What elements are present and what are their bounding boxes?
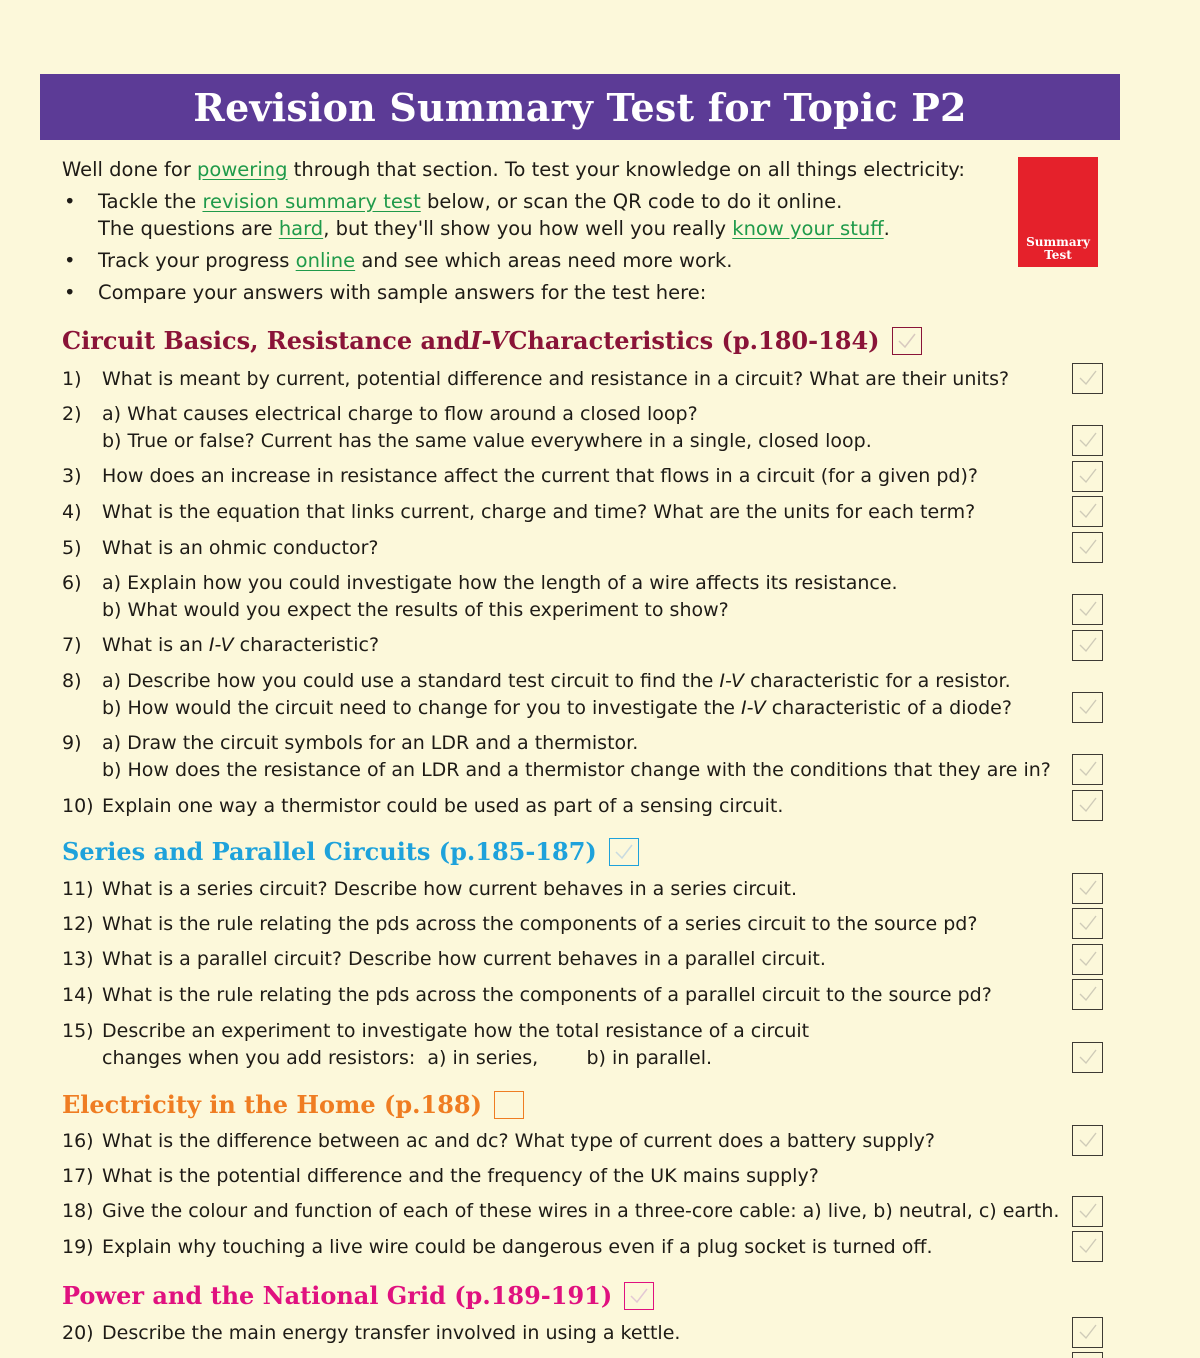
tick-icon <box>1077 697 1099 717</box>
question-1-checkbox[interactable] <box>1072 363 1103 394</box>
tick-icon <box>628 1286 650 1306</box>
tick-icon <box>1077 984 1099 1004</box>
question-14-checkbox[interactable] <box>1072 979 1103 1010</box>
question-3: 3) How does an increase in resistance affect the current that flows in a circuit (for a given pd)? <box>62 465 978 487</box>
link-know-your-stuff[interactable]: know your stuff <box>732 217 884 240</box>
bullet-icon: • <box>64 190 76 213</box>
tick-icon <box>1077 599 1099 619</box>
tick-icon <box>1077 501 1099 521</box>
question-2: 2) a) What causes electrical charge to flow around a closed loop? b) True or false? Current has the same value everywhere in a single, closed loop. <box>62 403 872 452</box>
question-7: 7) What is an I-V characteristic? <box>62 634 380 656</box>
question-8: 8) a) Describe how you could use a standard test circuit to find the I-V characteristic for a resistor. b) How would the circuit need to change for you to investigate the I-V characteristic of a diode? <box>62 670 1012 719</box>
section-checkbox[interactable] <box>892 327 922 355</box>
question-12: 12) What is the rule relating the pds across the components of a series circuit to the source pd? <box>62 913 978 935</box>
question-19-checkbox[interactable] <box>1072 1231 1103 1262</box>
section-checkbox[interactable] <box>494 1091 524 1119</box>
intro-text <box>62 156 1002 311</box>
summary-test-qr-badge[interactable] <box>1018 157 1098 267</box>
question-20-checkbox[interactable] <box>1072 1317 1103 1348</box>
tick-icon <box>1077 949 1099 969</box>
title-banner <box>40 74 1120 140</box>
tick-icon <box>1077 635 1099 655</box>
qr-badge-label-1: Summary <box>1026 235 1090 249</box>
qr-badge-label-2: Test <box>1044 248 1072 262</box>
tick-icon <box>1077 466 1099 486</box>
link-powering[interactable]: powering <box>197 158 288 181</box>
section-checkbox[interactable] <box>624 1282 654 1310</box>
question-3-checkbox[interactable] <box>1072 461 1103 492</box>
bullet-icon: • <box>64 249 76 272</box>
question-10-checkbox[interactable] <box>1072 790 1103 821</box>
question-9: 9) a) Draw the circuit symbols for an LDR and a thermistor. b) How does the resistance of an LDR and a thermistor change with the conditions that they are in? <box>62 732 1051 781</box>
question-4-checkbox[interactable] <box>1072 496 1103 527</box>
question-1: 1) What is meant by current, potential difference and resistance in a circuit? What are their units? <box>62 368 1010 390</box>
question-15: 15) Describe an experiment to investigate how the total resistance of a circuit changes when you add resistors: a) in series, b) in parallel. <box>62 1020 810 1069</box>
question-21-checkbox[interactable] <box>1072 1352 1103 1358</box>
question-17: 17) What is the potential difference and the frequency of the UK mains supply? <box>62 1165 819 1187</box>
link-online[interactable]: online <box>295 249 356 272</box>
question-12-checkbox[interactable] <box>1072 908 1103 939</box>
question-2-checkbox[interactable] <box>1072 425 1103 456</box>
question-13: 13) What is a parallel circuit? Describe how current behaves in a parallel circuit. <box>62 948 826 970</box>
question-5-checkbox[interactable] <box>1072 532 1103 563</box>
section-title-circuit-basics: Circuit Basics, Resistance and I-V Characteristics (p.180-184) <box>62 326 922 355</box>
question-6: 6) a) Explain how you could investigate how the length of a wire affects its resistance. b) What would you expect the results of this experiment to show? <box>62 572 898 621</box>
tick-icon <box>1077 1201 1099 1221</box>
intro-lead: Well done for powering through that section. To test your knowledge on all things electricity: <box>62 158 965 181</box>
question-7-checkbox[interactable] <box>1072 630 1103 661</box>
question-8-checkbox[interactable] <box>1072 692 1103 723</box>
tick-icon <box>1077 759 1099 779</box>
section-title-power-national-grid: Power and the National Grid (p.189-191) <box>62 1281 654 1310</box>
question-11: 11) What is a series circuit? Describe how current behaves in a series circuit. <box>62 878 798 900</box>
page-title: Revision Summary Test for Topic P2 <box>193 84 967 130</box>
tick-icon <box>1077 537 1099 557</box>
question-11-checkbox[interactable] <box>1072 873 1103 904</box>
link-hard[interactable]: hard <box>278 217 324 240</box>
tick-icon <box>1077 878 1099 898</box>
question-13-checkbox[interactable] <box>1072 944 1103 975</box>
tick-icon <box>1077 1130 1099 1150</box>
tick-icon <box>1077 1236 1099 1256</box>
question-16-checkbox[interactable] <box>1072 1125 1103 1156</box>
tick-icon <box>896 331 918 351</box>
intro-bullet-3: • Compare your answers with sample answers for the test here: <box>64 281 707 304</box>
intro-bullet-2: • Track your progress online and see which areas need more work. <box>64 249 733 272</box>
tick-icon <box>1077 1322 1099 1342</box>
bullet-icon: • <box>64 281 76 304</box>
tick-icon <box>1077 1047 1099 1067</box>
question-15-checkbox[interactable] <box>1072 1042 1103 1073</box>
question-4: 4) What is the equation that links current, charge and time? What are the units for each term? <box>62 501 976 523</box>
tick-icon <box>1077 913 1099 933</box>
tick-icon <box>1077 795 1099 815</box>
tick-icon <box>1077 368 1099 388</box>
tick-icon <box>1077 430 1099 450</box>
tick-icon <box>613 842 635 862</box>
intro-bullet-1: • Tackle the revision summary test below, or scan the QR code to do it online. The questions are hard, but they'll show you how well you really know your stuff. <box>64 190 890 240</box>
question-5: 5) What is an ohmic conductor? <box>62 537 379 559</box>
section-checkbox[interactable] <box>609 838 639 866</box>
question-16: 16) What is the difference between ac and dc? What type of current does a battery supply? <box>62 1130 935 1152</box>
question-14: 14) What is the rule relating the pds across the components of a parallel circuit to the source pd? <box>62 984 992 1006</box>
link-revision-summary-test[interactable]: revision summary test <box>202 190 421 213</box>
question-18: 18) Give the colour and function of each of these wires in a three-core cable: a) live, b) neutral, c) earth. <box>62 1200 1060 1222</box>
question-10: 10) Explain one way a thermistor could be used as part of a sensing circuit. <box>62 795 784 817</box>
question-19: 19) Explain why touching a live wire could be dangerous even if a plug socket is turned off. <box>62 1236 933 1258</box>
question-20: 20) Describe the main energy transfer involved in using a kettle. <box>62 1322 681 1344</box>
section-title-electricity-home: Electricity in the Home (p.188) <box>62 1090 524 1119</box>
section-title-series-parallel: Series and Parallel Circuits (p.185-187) <box>62 837 639 866</box>
question-6-checkbox[interactable] <box>1072 594 1103 625</box>
question-18-checkbox[interactable] <box>1072 1196 1103 1227</box>
question-9-checkbox[interactable] <box>1072 754 1103 785</box>
